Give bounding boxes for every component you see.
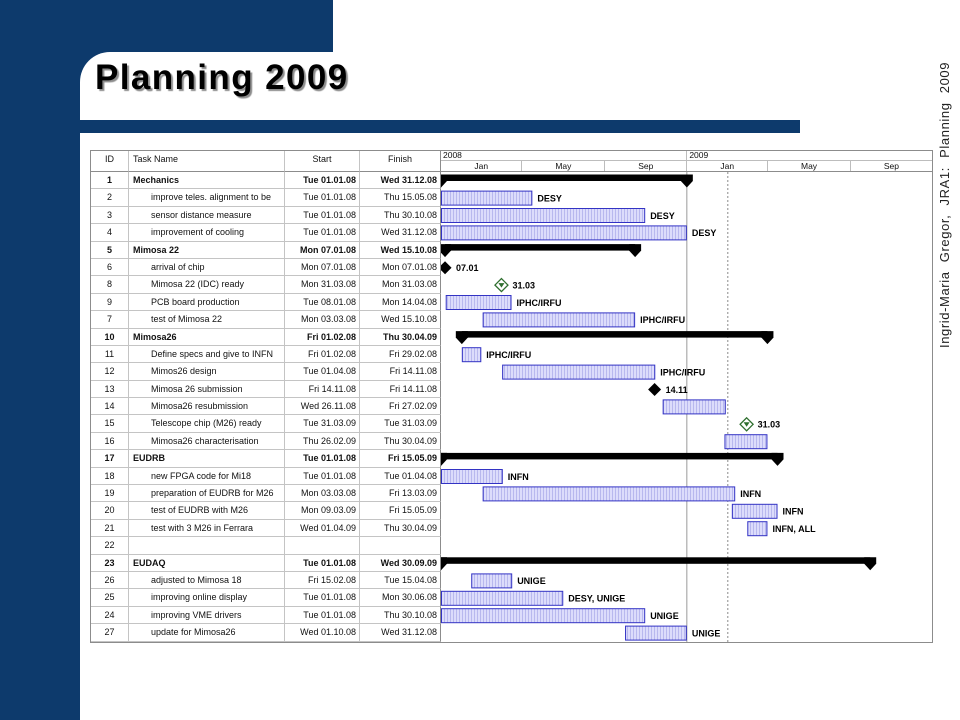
table-row bbox=[91, 398, 441, 415]
bar-label: IPHC/IRFU bbox=[660, 367, 706, 378]
task-bar bbox=[732, 504, 777, 518]
task-id: 11 bbox=[91, 346, 129, 363]
task-name: adjusted to Mimosa 18 bbox=[129, 572, 285, 589]
bar-label: IPHC/IRFU bbox=[516, 297, 562, 308]
task-bar bbox=[446, 296, 511, 310]
task-finish: Tue 15.04.08 bbox=[360, 572, 441, 589]
task-bar bbox=[663, 400, 725, 414]
summary-end-cap bbox=[629, 244, 641, 257]
table-row bbox=[91, 468, 441, 485]
task-name: improving online display bbox=[129, 589, 285, 606]
task-id: 3 bbox=[91, 207, 129, 224]
task-id: 16 bbox=[91, 433, 129, 450]
task-finish: Mon 07.01.08 bbox=[360, 259, 441, 276]
task-id: 10 bbox=[91, 329, 129, 346]
column-header-id: ID bbox=[91, 151, 129, 172]
task-name: Mimosa26 resubmission bbox=[129, 398, 285, 415]
table-row bbox=[91, 624, 441, 641]
task-start bbox=[285, 537, 360, 554]
task-start: Tue 01.01.08 bbox=[285, 172, 360, 189]
column-header-finish: Finish bbox=[360, 151, 441, 172]
timescale-month: Jan bbox=[441, 161, 522, 171]
timescale-month: Sep bbox=[883, 161, 900, 171]
task-bar bbox=[442, 209, 645, 223]
summary-start-cap bbox=[441, 175, 447, 188]
task-finish: Mon 14.04.08 bbox=[360, 294, 441, 311]
bar-label: DESY bbox=[537, 193, 562, 204]
bar-label: INFN, ALL bbox=[772, 524, 816, 534]
summary-end-cap bbox=[761, 331, 773, 344]
task-name: Define specs and give to INFN bbox=[129, 346, 285, 363]
summary-bar bbox=[441, 557, 870, 564]
bar-label: 31.03 bbox=[512, 280, 535, 291]
slide-title: Planning 2009 bbox=[95, 58, 349, 97]
task-name: PCB board production bbox=[129, 294, 285, 311]
summary-bar bbox=[441, 453, 778, 460]
task-id: 6 bbox=[91, 259, 129, 276]
table-body bbox=[91, 172, 441, 642]
side-band bbox=[0, 0, 80, 720]
task-start: Fri 15.02.08 bbox=[285, 572, 360, 589]
bar-label: 31.03 bbox=[757, 419, 781, 430]
task-name: Mechanics bbox=[129, 172, 285, 189]
task-id: 26 bbox=[91, 572, 129, 589]
task-finish: Fri 15.05.09 bbox=[360, 502, 441, 519]
bar-label: IPHC/IRFU bbox=[640, 315, 686, 326]
task-id: 27 bbox=[91, 624, 129, 641]
table-row bbox=[91, 189, 441, 206]
diamond-icon bbox=[648, 383, 661, 396]
column-header-task-name: Task Name bbox=[129, 151, 285, 172]
task-id: 14 bbox=[91, 398, 129, 415]
table-row bbox=[91, 276, 441, 293]
diamond-icon bbox=[441, 261, 452, 274]
task-name: Mimosa26 bbox=[129, 329, 285, 346]
bar-label: INFN bbox=[782, 506, 804, 517]
task-id: 8 bbox=[91, 276, 129, 293]
task-finish: Thu 30.10.08 bbox=[360, 607, 441, 624]
task-start: Tue 01.01.08 bbox=[285, 189, 360, 206]
task-bar bbox=[462, 348, 480, 362]
task-name: preparation of EUDRB for M26 bbox=[129, 485, 285, 502]
timescale-month-tier bbox=[441, 161, 932, 171]
table-row bbox=[91, 520, 441, 537]
task-id: 19 bbox=[91, 485, 129, 502]
task-bar bbox=[626, 626, 687, 640]
task-start: Tue 01.01.08 bbox=[285, 468, 360, 485]
gantt-chart bbox=[90, 150, 933, 643]
timescale-year-tier bbox=[441, 151, 932, 161]
task-id: 21 bbox=[91, 520, 129, 537]
task-finish: Fri 15.05.09 bbox=[360, 450, 441, 467]
title-rule bbox=[80, 120, 800, 133]
task-name: new FPGA code for Mi18 bbox=[129, 468, 285, 485]
summary-end-cap bbox=[681, 175, 693, 188]
table-row bbox=[91, 224, 441, 241]
timescale-month: May bbox=[522, 161, 605, 171]
task-name: EUDRB bbox=[129, 450, 285, 467]
task-bar bbox=[442, 591, 563, 605]
task-start: Tue 01.01.08 bbox=[285, 450, 360, 467]
task-id: 20 bbox=[91, 502, 129, 519]
table-row bbox=[91, 172, 441, 189]
task-start: Mon 03.03.08 bbox=[285, 485, 360, 502]
table-row bbox=[91, 207, 441, 224]
task-bar bbox=[503, 365, 655, 379]
task-id: 13 bbox=[91, 381, 129, 398]
task-finish: Wed 15.10.08 bbox=[360, 242, 441, 259]
table-row bbox=[91, 294, 441, 311]
table-row bbox=[91, 433, 441, 450]
task-bar bbox=[483, 487, 735, 501]
task-name: test of Mimosa 22 bbox=[129, 311, 285, 328]
task-id: 9 bbox=[91, 294, 129, 311]
task-id: 4 bbox=[91, 224, 129, 241]
task-bar bbox=[442, 609, 645, 623]
task-name: improving VME drivers bbox=[129, 607, 285, 624]
table-row bbox=[91, 329, 441, 346]
task-bar bbox=[748, 522, 767, 536]
task-finish: Thu 30.04.09 bbox=[360, 329, 441, 346]
task-start: Tue 01.01.08 bbox=[285, 589, 360, 606]
task-finish: Fri 13.03.09 bbox=[360, 485, 441, 502]
bar-label: DESY bbox=[691, 228, 717, 239]
side-caption: Ingrid-Maria Gregor, JRA1: Planning 2009 bbox=[937, 61, 952, 348]
task-name: improvement of cooling bbox=[129, 224, 285, 241]
table-row bbox=[91, 381, 441, 398]
task-start: Tue 01.01.08 bbox=[285, 207, 360, 224]
task-name: improve teles. alignment to be bbox=[129, 189, 285, 206]
table-header bbox=[91, 151, 441, 172]
summary-start-cap bbox=[441, 453, 447, 466]
column-header-start: Start bbox=[285, 151, 360, 172]
task-start: Fri 01.02.08 bbox=[285, 346, 360, 363]
task-id: 2 bbox=[91, 189, 129, 206]
timescale-header bbox=[441, 151, 932, 172]
task-start: Wed 01.04.09 bbox=[285, 520, 360, 537]
table-row bbox=[91, 259, 441, 276]
bar-label: UNIGE bbox=[650, 611, 679, 621]
task-start: Mon 07.01.08 bbox=[285, 242, 360, 259]
bar-label: UNIGE bbox=[691, 628, 721, 639]
bar-label: 07.01 bbox=[456, 263, 479, 273]
bar-label: DESY, UNIGE bbox=[568, 593, 626, 604]
task-name: Mimosa 22 bbox=[129, 242, 285, 259]
task-id: 12 bbox=[91, 363, 129, 380]
task-start: Thu 26.02.09 bbox=[285, 433, 360, 450]
task-id: 17 bbox=[91, 450, 129, 467]
task-name bbox=[129, 537, 285, 554]
task-id: 25 bbox=[91, 589, 129, 606]
task-name: EUDAQ bbox=[129, 555, 285, 572]
table-row bbox=[91, 485, 441, 502]
task-name: Mimosa 22 (IDC) ready bbox=[129, 276, 285, 293]
bar-label: UNIGE bbox=[517, 576, 546, 587]
task-start: Tue 01.04.08 bbox=[285, 363, 360, 380]
task-name: test with 3 M26 in Ferrara bbox=[129, 520, 285, 537]
task-finish: Tue 31.03.09 bbox=[360, 415, 441, 432]
task-finish: Thu 30.04.09 bbox=[360, 433, 441, 450]
table-row bbox=[91, 537, 441, 554]
task-start: Tue 01.01.08 bbox=[285, 555, 360, 572]
task-bar bbox=[472, 574, 512, 588]
task-id: 22 bbox=[91, 537, 129, 554]
table-row bbox=[91, 415, 441, 432]
table-row bbox=[91, 346, 441, 363]
task-id: 23 bbox=[91, 555, 129, 572]
task-name: Mimos26 design bbox=[129, 363, 285, 380]
task-name: arrival of chip bbox=[129, 259, 285, 276]
task-start: Tue 08.01.08 bbox=[285, 294, 360, 311]
bar-label: 14.11 bbox=[665, 384, 688, 395]
timescale-month: Jan bbox=[687, 161, 768, 171]
bar-label: INFN bbox=[507, 471, 529, 482]
task-name: Mimosa26 characterisation bbox=[129, 433, 285, 450]
task-bar bbox=[483, 313, 634, 327]
summary-start-cap bbox=[441, 557, 447, 570]
table-row bbox=[91, 572, 441, 589]
task-bar bbox=[725, 435, 767, 449]
task-bar bbox=[442, 470, 503, 484]
task-start: Wed 01.10.08 bbox=[285, 624, 360, 641]
summary-end-cap bbox=[772, 453, 784, 466]
task-name: sensor distance measure bbox=[129, 207, 285, 224]
gantt-bars bbox=[441, 172, 932, 642]
task-bar bbox=[442, 191, 532, 205]
summary-start-cap bbox=[441, 244, 451, 257]
task-start: Fri 01.02.08 bbox=[285, 329, 360, 346]
task-id: 1 bbox=[91, 172, 129, 189]
task-start: Wed 26.11.08 bbox=[285, 398, 360, 415]
task-name: Telescope chip (M26) ready bbox=[129, 415, 285, 432]
task-id: 5 bbox=[91, 242, 129, 259]
task-finish: Mon 30.06.08 bbox=[360, 589, 441, 606]
task-finish: Fri 14.11.08 bbox=[360, 381, 441, 398]
task-finish: Wed 15.10.08 bbox=[360, 311, 441, 328]
timescale-month: Sep bbox=[605, 161, 687, 171]
table-row bbox=[91, 555, 441, 572]
task-id: 7 bbox=[91, 311, 129, 328]
summary-bar bbox=[441, 175, 687, 182]
table-row bbox=[91, 242, 441, 259]
table-row bbox=[91, 450, 441, 467]
task-start: Tue 01.01.08 bbox=[285, 607, 360, 624]
summary-end-cap bbox=[864, 557, 876, 570]
task-finish: Tue 01.04.08 bbox=[360, 468, 441, 485]
table-row bbox=[91, 607, 441, 624]
task-finish: Wed 31.12.08 bbox=[360, 624, 441, 641]
bar-label: DESY bbox=[650, 210, 675, 221]
task-finish: Fri 14.11.08 bbox=[360, 363, 441, 380]
task-finish: Thu 30.04.09 bbox=[360, 520, 441, 537]
task-id: 24 bbox=[91, 607, 129, 624]
task-name: test of EUDRB with M26 bbox=[129, 502, 285, 519]
task-start: Tue 01.01.08 bbox=[285, 224, 360, 241]
task-finish: Mon 31.03.08 bbox=[360, 276, 441, 293]
task-id: 15 bbox=[91, 415, 129, 432]
task-start: Mon 03.03.08 bbox=[285, 311, 360, 328]
bar-label: INFN bbox=[740, 489, 762, 500]
task-finish: Wed 31.12.08 bbox=[360, 172, 441, 189]
task-finish bbox=[360, 537, 441, 554]
table-row bbox=[91, 502, 441, 519]
task-finish: Fri 27.02.09 bbox=[360, 398, 441, 415]
task-finish: Fri 29.02.08 bbox=[360, 346, 441, 363]
task-start: Fri 14.11.08 bbox=[285, 381, 360, 398]
task-start: Mon 31.03.08 bbox=[285, 276, 360, 293]
table-row bbox=[91, 363, 441, 380]
timescale-year: 2008 bbox=[441, 151, 687, 160]
task-id: 18 bbox=[91, 468, 129, 485]
task-start: Tue 31.03.09 bbox=[285, 415, 360, 432]
table-row bbox=[91, 589, 441, 606]
task-finish: Thu 30.10.08 bbox=[360, 207, 441, 224]
timescale-month: May bbox=[768, 161, 851, 171]
summary-start-cap bbox=[456, 331, 468, 344]
table-row bbox=[91, 311, 441, 328]
task-name: Mimosa 26 submission bbox=[129, 381, 285, 398]
task-finish: Wed 31.12.08 bbox=[360, 224, 441, 241]
task-name: update for Mimosa26 bbox=[129, 624, 285, 641]
task-start: Mon 07.01.08 bbox=[285, 259, 360, 276]
summary-bar bbox=[462, 331, 768, 338]
task-finish: Thu 15.05.08 bbox=[360, 189, 441, 206]
task-finish: Wed 30.09.09 bbox=[360, 555, 441, 572]
bar-label: IPHC/IRFU bbox=[486, 350, 532, 360]
task-bar bbox=[442, 226, 687, 240]
summary-bar bbox=[445, 244, 635, 251]
timescale-year: 2009 bbox=[689, 151, 709, 160]
task-start: Mon 09.03.09 bbox=[285, 502, 360, 519]
